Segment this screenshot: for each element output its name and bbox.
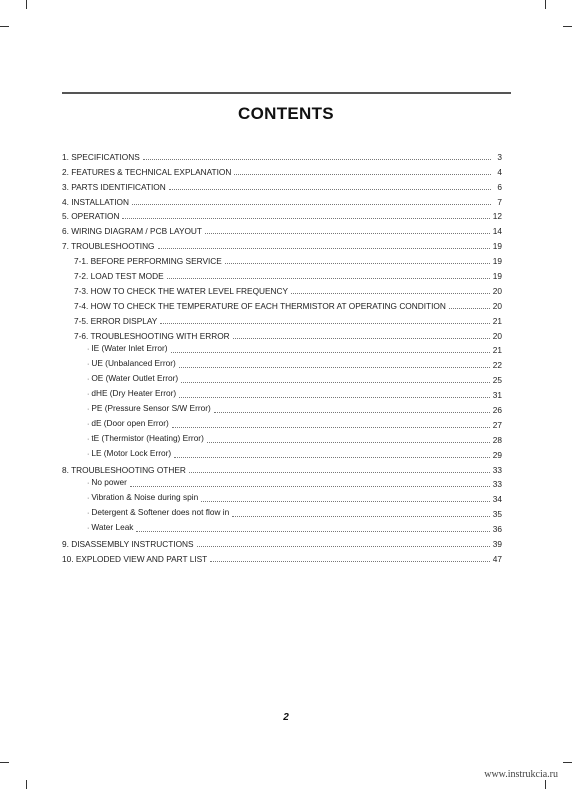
bullet-icon: · bbox=[87, 510, 90, 518]
dot-leader bbox=[449, 308, 490, 309]
dot-leader bbox=[171, 352, 490, 353]
toc-entry-text: tE (Thermistor (Heating) Error) bbox=[91, 432, 204, 443]
crop-mark-top-left-h bbox=[0, 26, 9, 27]
crop-mark-top-left bbox=[26, 0, 27, 9]
toc-entry-label bbox=[62, 226, 202, 236]
toc-entry bbox=[62, 281, 502, 296]
toc-entry-text: UE (Unbalanced Error) bbox=[91, 358, 176, 369]
toc-entry bbox=[62, 355, 502, 370]
toc-entry-page: 33 bbox=[492, 464, 502, 475]
toc-entry-label bbox=[62, 152, 140, 162]
dot-leader bbox=[214, 412, 490, 413]
dot-leader bbox=[122, 218, 489, 219]
toc-entry-page: 39 bbox=[492, 539, 502, 550]
page-number: 2 bbox=[283, 712, 289, 723]
toc-entry bbox=[62, 221, 502, 236]
page-title: CONTENTS bbox=[238, 104, 334, 123]
toc-entry bbox=[62, 534, 502, 549]
bullet-icon: · bbox=[87, 495, 90, 503]
toc-entry-page: 4 bbox=[497, 166, 502, 177]
toc-entry-label bbox=[74, 316, 157, 326]
toc-entry-text: Detergent & Softener does not flow in bbox=[91, 507, 230, 518]
toc-entry-page: 19 bbox=[492, 241, 502, 252]
toc-entry-label bbox=[87, 358, 176, 370]
bullet-icon: · bbox=[87, 391, 90, 399]
toc-entry-text: 3. PARTS IDENTIFICATION bbox=[62, 181, 166, 192]
toc-entry-label bbox=[87, 388, 176, 400]
toc-entry bbox=[62, 489, 502, 504]
dot-leader bbox=[234, 174, 491, 175]
dot-leader bbox=[181, 382, 490, 383]
dot-leader bbox=[207, 442, 490, 443]
toc-entry bbox=[62, 504, 502, 519]
toc-entry bbox=[62, 415, 502, 430]
toc-entry-page: 21 bbox=[492, 315, 502, 326]
bullet-icon: · bbox=[87, 376, 90, 384]
dot-leader bbox=[233, 338, 490, 339]
toc-entry-label bbox=[74, 286, 288, 296]
toc-entry bbox=[62, 430, 502, 445]
toc-entry bbox=[62, 549, 502, 564]
toc-entry-page: 22 bbox=[492, 360, 502, 371]
toc-entry bbox=[62, 400, 502, 415]
toc-entry-text: 7-6. TROUBLESHOOTING WITH ERROR bbox=[74, 330, 230, 341]
toc-entry bbox=[62, 147, 502, 162]
toc-entry-label bbox=[87, 403, 211, 415]
toc-entry bbox=[62, 445, 502, 460]
toc-entry-page: 35 bbox=[492, 509, 502, 520]
toc-entry-label bbox=[87, 448, 171, 460]
toc-entry-label bbox=[74, 271, 164, 281]
toc-entry-label bbox=[62, 554, 207, 564]
toc-entry-page: 28 bbox=[492, 434, 502, 445]
toc-entry-label bbox=[87, 343, 168, 355]
toc-entry bbox=[62, 475, 502, 490]
toc-entry bbox=[62, 311, 502, 326]
toc-entry bbox=[62, 460, 502, 475]
toc-entry-page: 33 bbox=[492, 479, 502, 490]
crop-mark-bottom-right-h bbox=[563, 762, 572, 763]
toc-entry bbox=[62, 207, 502, 222]
toc-entry-text: PE (Pressure Sensor S/W Error) bbox=[91, 403, 211, 414]
toc-entry-text: LE (Motor Lock Error) bbox=[91, 447, 172, 458]
crop-mark-bottom-left bbox=[26, 780, 27, 789]
toc-entry-text: 9. DISASSEMBLY INSTRUCTIONS bbox=[62, 539, 194, 550]
toc-entry-page: 36 bbox=[492, 524, 502, 535]
dot-leader bbox=[225, 263, 490, 264]
dot-leader bbox=[169, 189, 491, 190]
toc-entry-page: 7 bbox=[497, 196, 502, 207]
toc-entry-label bbox=[87, 522, 133, 534]
toc-entry-text: 7-5. ERROR DISPLAY bbox=[74, 315, 158, 326]
toc-entry-label bbox=[87, 433, 204, 445]
toc-entry bbox=[62, 177, 502, 192]
toc-entry-text: IE (Water Inlet Error) bbox=[91, 343, 168, 354]
dot-leader bbox=[143, 159, 491, 160]
dot-leader bbox=[201, 501, 490, 502]
toc-entry-text: 10. EXPLODED VIEW AND PART LIST bbox=[62, 553, 208, 564]
dot-leader bbox=[189, 472, 490, 473]
toc-entry bbox=[62, 251, 502, 266]
toc-entry-label bbox=[62, 167, 231, 177]
bullet-icon: · bbox=[87, 450, 90, 458]
toc-entry bbox=[62, 519, 502, 534]
toc-entry-page: 25 bbox=[492, 375, 502, 386]
toc-entry-text: dE (Door open Error) bbox=[91, 417, 169, 428]
toc-entry-page: 14 bbox=[492, 226, 502, 237]
dot-leader bbox=[197, 546, 490, 547]
toc-entry-text: 4. INSTALLATION bbox=[62, 196, 130, 207]
toc-entry-text: 7-1. BEFORE PERFORMING SERVICE bbox=[74, 256, 222, 267]
crop-mark-bottom-left-h bbox=[0, 762, 9, 763]
bullet-icon: · bbox=[87, 361, 90, 369]
watermark-url: www.instrukcia.ru bbox=[484, 769, 558, 780]
dot-leader bbox=[130, 486, 490, 487]
toc-entry-text: OE (Water Outlet Error) bbox=[91, 373, 179, 384]
bullet-icon: · bbox=[87, 346, 90, 354]
toc-entry bbox=[62, 326, 502, 341]
toc-entry-label bbox=[62, 197, 129, 207]
toc-entry-page: 20 bbox=[492, 330, 502, 341]
toc-entry bbox=[62, 296, 502, 311]
dot-leader bbox=[232, 516, 490, 517]
toc-entry-page: 3 bbox=[497, 151, 502, 162]
toc-entry-text: 6. WIRING DIAGRAM / PCB LAYOUT bbox=[62, 226, 202, 237]
bullet-icon: · bbox=[87, 480, 90, 488]
toc-entry-page: 6 bbox=[497, 181, 502, 192]
dot-leader bbox=[167, 278, 490, 279]
dot-leader bbox=[160, 323, 489, 324]
toc-entry-text: 2. FEATURES & TECHNICAL EXPLANATION bbox=[62, 166, 232, 177]
bullet-icon: · bbox=[87, 420, 90, 428]
dot-leader bbox=[136, 531, 489, 532]
toc-entry-text: 7. TROUBLESHOOTING bbox=[62, 241, 155, 252]
toc-entry-text: 7-3. HOW TO CHECK THE WATER LEVEL FREQUENCY bbox=[74, 285, 289, 296]
toc-entry-page: 31 bbox=[492, 390, 502, 401]
toc-entry-text: No power bbox=[91, 477, 127, 488]
dot-leader bbox=[291, 293, 490, 294]
toc-entry bbox=[62, 385, 502, 400]
toc-entry-label bbox=[87, 418, 169, 430]
toc-entry-page: 47 bbox=[492, 553, 502, 564]
toc-entry-page: 20 bbox=[492, 300, 502, 311]
toc-entry-label bbox=[62, 241, 155, 251]
toc-entry-text: 7-2. LOAD TEST MODE bbox=[74, 271, 164, 282]
toc-entry-page: 19 bbox=[492, 271, 502, 282]
dot-leader bbox=[158, 248, 490, 249]
dot-leader bbox=[205, 233, 490, 234]
table-of-contents bbox=[62, 147, 502, 564]
toc-entry-label bbox=[62, 465, 186, 475]
toc-entry-label bbox=[87, 373, 178, 385]
toc-entry-page: 12 bbox=[492, 211, 502, 222]
toc-entry bbox=[62, 341, 502, 356]
toc-entry bbox=[62, 236, 502, 251]
toc-entry-text: 7-4. HOW TO CHECK THE TEMPERATURE OF EACH THERMISTOR AT OPERATING CONDITION bbox=[74, 300, 446, 311]
toc-entry-page: 27 bbox=[492, 419, 502, 430]
toc-entry-text: Vibration & Noise during spin bbox=[91, 492, 199, 503]
dot-leader bbox=[179, 397, 490, 398]
dot-leader bbox=[210, 561, 490, 562]
toc-entry-label bbox=[87, 492, 198, 504]
crop-mark-top-right bbox=[545, 0, 546, 9]
toc-entry-label bbox=[62, 539, 194, 549]
toc-entry-page: 19 bbox=[492, 256, 502, 267]
dot-leader bbox=[132, 204, 491, 205]
bullet-icon: · bbox=[87, 406, 90, 414]
toc-entry-label bbox=[74, 331, 230, 341]
toc-entry-page: 20 bbox=[492, 285, 502, 296]
toc-entry-text: 8. TROUBLESHOOTING OTHER bbox=[62, 464, 186, 475]
toc-entry-page: 34 bbox=[492, 494, 502, 505]
toc-entry-text: 5. OPERATION bbox=[62, 211, 120, 222]
dot-leader bbox=[174, 457, 490, 458]
toc-entry bbox=[62, 370, 502, 385]
toc-entry-label bbox=[74, 301, 446, 311]
bullet-icon: · bbox=[87, 435, 90, 443]
toc-entry-text: 1. SPECIFICATIONS bbox=[62, 151, 140, 162]
toc-entry-label bbox=[87, 507, 229, 519]
toc-entry-page: 29 bbox=[492, 449, 502, 460]
toc-entry-label bbox=[62, 211, 119, 221]
crop-mark-bottom-right bbox=[545, 780, 546, 789]
dot-leader bbox=[179, 367, 490, 368]
toc-entry-text: dHE (Dry Heater Error) bbox=[91, 388, 177, 399]
toc-entry-text: Water Leak bbox=[91, 522, 134, 533]
header-rule bbox=[62, 92, 511, 94]
toc-entry bbox=[62, 192, 502, 207]
toc-entry-label bbox=[74, 256, 222, 266]
toc-entry bbox=[62, 162, 502, 177]
dot-leader bbox=[172, 427, 490, 428]
toc-entry-label bbox=[62, 182, 166, 192]
toc-entry-page: 21 bbox=[492, 345, 502, 356]
bullet-icon: · bbox=[87, 525, 90, 533]
toc-entry-label bbox=[87, 477, 127, 489]
crop-mark-top-right-h bbox=[563, 26, 572, 27]
toc-entry-page: 26 bbox=[492, 405, 502, 416]
toc-entry bbox=[62, 266, 502, 281]
